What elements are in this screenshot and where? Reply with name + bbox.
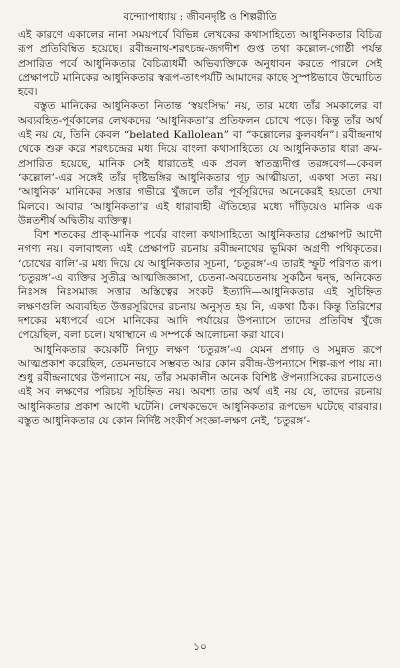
running-header: বন্দ্যোপাধ্যায় : জীবনদৃষ্টি ও শিল্পরীতি	[123, 11, 277, 23]
body-text	[18, 28, 382, 428]
paragraph-3: বিশ শতকের প্রাক্-মানিক পর্বের বাংলা কথাসাহিত্যে আধুনিকতার প্রেক্ষাপট আদৌ নগণ্য নয়। বলাবাহুল্য এই প্রেক্ষাপট রচনায় রবীন্দ্রনাথের ভূমিকা অগ্রণী পথিকৃতের। ‘চোখের বালি’-র মধ্য দিয়ে যে আধুনিকতার সূচনা, ‘চতুরঙ্গ’-এ তারই স্ফুট পরিণত রূপ। ‘চতুরঙ্গ’-এ ব্যক্তির সুতীব্র আত্মজিজ্ঞাসা, চেতনা-অবচেতনায় সুকঠিন দ্বন্দ্ব, অনিকেত নিঃসঙ্গ নিঃসমাজ সত্তার অস্তিত্বের সংকট ইত্যাদি—আধুনিকতার এই সুচিহ্নিত লক্ষণগুলি অব্যবহিত উত্তরসূরিদের রচনায় অনুসৃত হয় নি, একথা ঠিক। কিন্তু তিরিশের দশকের মধ্যপর্বে এসে মানিকের আদি পর্যায়ের উপন্যাসে তাদের প্রতিবিম্ব খুঁজে পেয়েছিল, বলা চলে। যথাস্থানে এ সম্পর্কে আলোচনা করা যাবে।	[18, 229, 382, 342]
paragraph-1: এই কারণে একালের নানা সময়পর্বে বিভিন্ন লেখকের কথাসাহিত্যে আধুনিকতার বিচিত্র রূপ প্রতিবিম্বিত হয়েছে। রবীন্দ্রনাথ-শরৎচন্দ্র-জগদীশ গুপ্ত তথা কল্লোল-গোষ্ঠী পর্যন্ত প্রসারিত পর্বে আধুনিকতার বৈচিত্র্যধর্মী অভিব্যক্তিকে অনুধাবন করতে পারলে সেই প্রেক্ষাপটে মানিকের আধুনিকতার স্বরূপ-তাৎপর্যটি আমাদের কাছে সুস্পষ্টভাবে উন্মোচিত হবে।	[18, 29, 382, 99]
page-number: ১০	[193, 641, 207, 653]
paragraph-4: আধুনিকতার কয়েকটি নিগূঢ় লক্ষণ ‘চতুরঙ্গ’-এ যেমন প্রগাঢ় ও সমুন্নত রূপে আত্মপ্রকাশ করেছিল, তেমনভাবে সম্ভবত আর কোন রবীন্দ্র-উপন্যাসে শিল্প-রূপ পায় না। শুধু রবীন্দ্রনাথের উপন্যাসে নয়, তাঁর সমকালীন অনেক বিশিষ্ট ঔপন্যাসিকের রচনাতেও এই সব লক্ষণের পরিচয় সূচিহ্নিত নয়। অবশ্য তার অর্থ এই নয় যে, তাদের রচনায় আধুনিকতার প্রকাশ আদৌ ঘটেনি। লেখকভেদে আধুনিকতার রূপভেদ ঘটেছে বারবার। বস্তুত আধুনিকতার যে কোন নির্দিষ্ট সংকীর্ণ সংজ্ঞা-লক্ষণ নেই, ‘চতুরঙ্গ’-	[18, 343, 382, 428]
paragraph-2: বস্তুত মানিকের আধুনিকতা নিতান্ত ‘স্বয়ংসিদ্ধ’ নয়, তার মধ্যে তাঁর সমকালের বা অব্যবহিত-পূর্বকালের লেখকদের ‘আধুনিকতা’র প্রতিফলন চোখে পড়ে। কিন্তু তাঁর অর্থ এই নয় যে, তিনি কেবল “belated Kallolean” বা “কল্লোলের কুলবর্ধন”। রবীন্দ্রনাথ থেকে শুরু করে শরৎচন্দ্রের মধ্য দিয়ে বাংলা কথাসাহিত্যে যে আধুনিকতার ধারা ক্রম-প্রসারিত হয়েছে, মানিক সেই ধারাতেই এক প্রবল স্বাতন্ত্র্যদীপ্ত তরঙ্গবেগ—কেবল ‘কল্লোল’-এর সঙ্গেই তাঁর দৃষ্টিভঙ্গির আধুনিকতার গূঢ় আত্মীয়তা, একথা সত্য নয়। ‘আধুনিক’ মানিকের সত্তার গভীরে খুঁজলে তাঁর পূর্বসূরিদের অনেকেরই হয়তো দেখা মিলবে। আবার ‘আধুনিকতা’র এই ধারাবাহী ঐতিহ্যের মধ্যে দাঁড়িয়েও মানিক এক উন্নতশীর্ষ অদ্বিতীয় ব্যক্তিত্ব।	[18, 100, 382, 227]
